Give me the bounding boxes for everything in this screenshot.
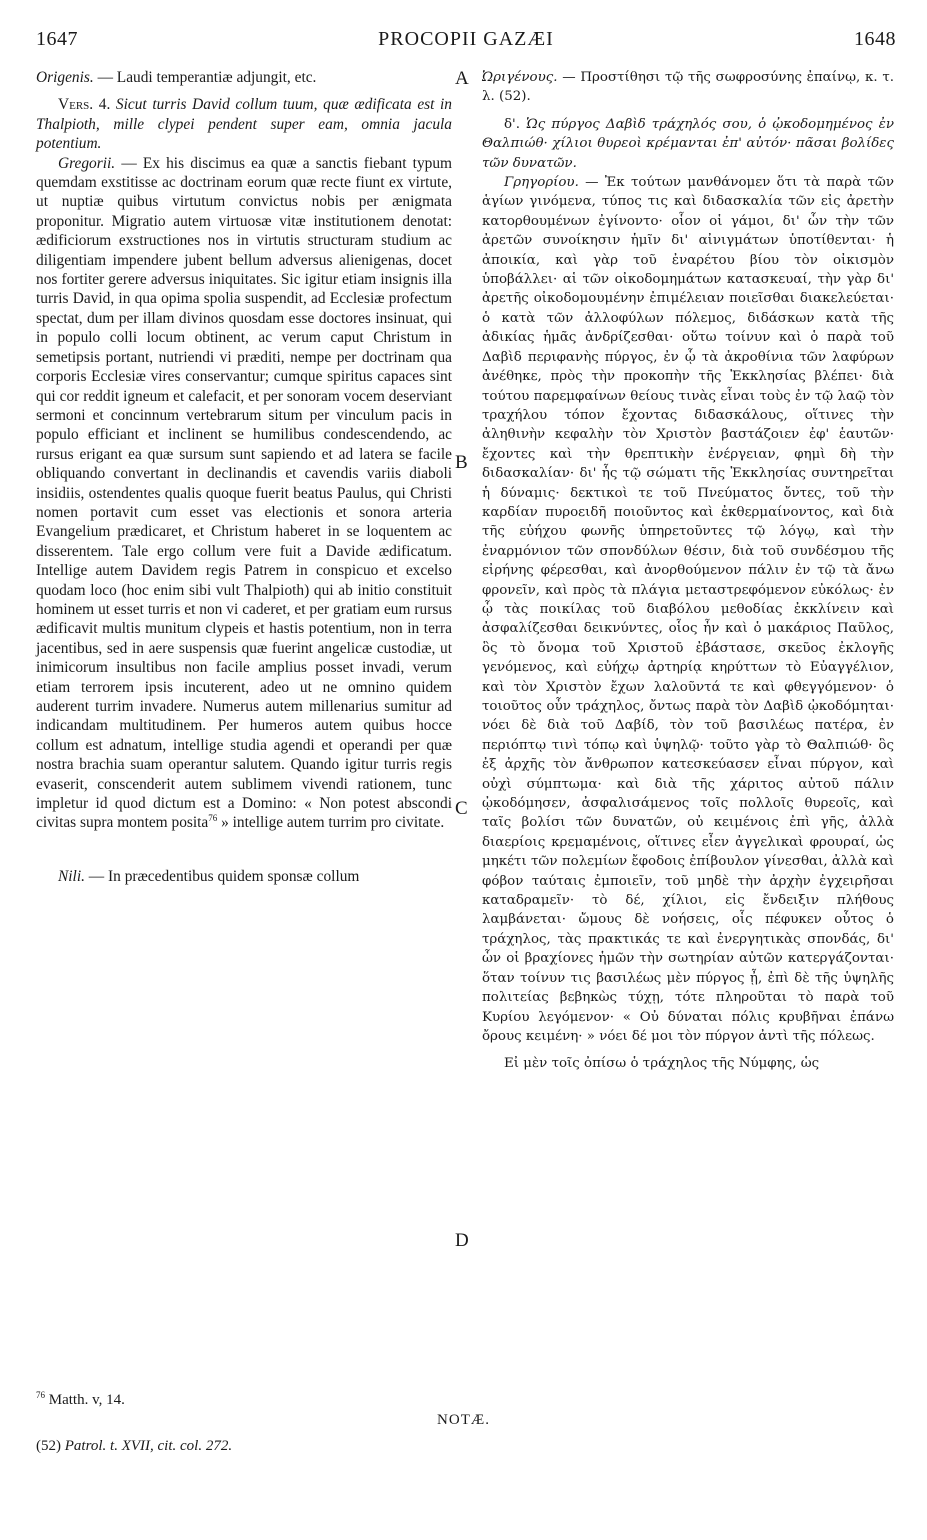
author-name: Γρηγορίου.: [504, 175, 579, 191]
footnote-reference: 76: [208, 813, 218, 824]
paragraph-text: — In præcedentibus quidem sponsæ collum: [84, 867, 360, 885]
footnote: [36, 1392, 125, 1409]
page-title: PROCOPII GAZÆI: [378, 28, 554, 50]
footnote-text: Matth. v, 14.: [45, 1392, 125, 1408]
paragraph-text: Εἰ μὲν τοῖς ὀπίσω ὁ τράχηλος τῆς Νύμφης, ὡς: [504, 1056, 820, 1072]
paragraph-text: — Ἐκ τούτων μανθάνομεν ὅτι τὰ παρὰ τῶν ἁγίων γινόμενα, τύπος τις καὶ διδασκαλία τῶν εἰς ἀρετὴν κατορθουμένων ἐγίνοντο· οἷον οἱ γάμοι, δι' ὧν τὴν τῶν ἀρετῶν συνοίκησιν ἡμῖν δι' αἰνιγμάτων ὑποτίθενται· ἡ ἀποικία, καὶ γὰρ τοῦ ἐναρέτου βίου τὸν οἰκισμὸν ὑποβάλλει· αἱ τῶν οἰκοδομημάτων κατασκευαί, τὴν γὰρ δι' ἀρετῆς οἰκοδομουμένην ἐπιμέλειαν ποιεῖσθαι διακελεύεται· ὁ κατὰ τῶν ἀλλοφύλων πόλεμος, διδάσκων κατὰ τῆς ἀδικίας ἡμᾶς ἀνδρίζεσθαι· οὕτω τοίνυν καὶ ὁ παρὰ τοῦ Δαβὶδ περιφανὴς πύργος, ἐν ᾧ τὰ ἀκροθίνια τῶν λαφύρων ἀνέθηκε, πρὸς τὴν προκοπὴν τῆς Ἐκκλησίας βλέπει· διὰ τούτου παρεμφαίνων θείους τινὰς εἶναι τοὺς ἐν τῷ λαῷ τὸν τραχήλου τόπον ἔχοντας διδασκάλους, οἵτινες τὴν ἀληθινὴν κεφαλὴν τὸν Χριστὸν βαστάζοιεν ἐφ' ἑαυτῶν· ἔχοντες καὶ τὴν θρεπτικὴν ἐνέργειαν, φημὶ δὴ τὴν διδασκαλίαν· δι' ἧς τῷ σώματι τῆς Ἐκκλησίας συντηρεῖται ἡ δύναμις· δεκτικοὶ τε τοῦ Πνεύματος ὄντες, τοῦ τὴν καρδίαν πυροειδῆ ποιοῦντος καὶ ἐκθερμαίνοντος, καὶ διὰ τῆς εὐήχου φωνῆς ὑπηρετοῦντες τῷ λόγῳ, καὶ τὴν ἐναρμόνιον τῶν σπονδύλων θέσιν, διὰ τοῦ συνδέσμου τῆς εἰρήνης φέρεσθαι, καὶ ἀνορθούμενον πάλιν ἐν τῷ τὰ ἄνω φρονεῖν, καὶ πρὸς τὰ πλάγια μεταστρεφόμενον εὐκόλως· ἐν ᾧ τὰς ποικίλας τοῦ διαβόλου μεθοδίας ἐκκλίνειν καὶ ἀσφαλίζεσθαι δεικνύντες, οἷος ἦν καὶ ὁ μακάριος Παῦλος, ὃς τὸ ὄνομα τοῦ Χριστοῦ ἐβάστασε, σκεῦος ἐκλογῆς γενόμενος, καὶ εὐήχῳ ἀρτηρίᾳ κηρύττων τὸ Εὐαγγέλιον, καὶ τὸν Χριστὸν ἔχων λαλοῦντά τε καὶ φθεγγόμενον· ὁ τοιοῦτος οὖν τράχηλος, ὄντως παρὰ τὸν Δαβὶδ ᾠκοδόμηται· νόει δὲ διὰ τοῦ Δαβίδ, τὸν τοῦ βασιλέως πατέρα, ἐν περιόπτῳ τινὶ τόπῳ καὶ ὑψηλῷ· τοῦτο γὰρ τὸ Θαλπιώθ· ὃς ἐξ ἀρχῆς τὸν ἄνθρωπον κατεσκεύασεν εἶναι πύργον, καὶ οὐχὶ σύμπτωμα· καὶ διὰ τῆς χάριτος αὐτοῦ πάλιν ᾠκοδόμησεν, ἀσφαλισάμενος τοῖς πολλοῖς θυρεοῖς, καὶ ταῖς βολίσι τῶν δυνατῶν, οὐ κειμένοις ἐπὶ γῆς, ἀλλὰ διαερίοις κρεμαμένοις, οἵτινες εἶεν ἀγγελικαὶ φρουραί, ὡς μηκέτι τῶν πολεμίων ἔφοδοις ἐπίβουλον γίνεσθαι, ἀλλὰ καὶ φόβον ταύταις ἐμποιεῖν, τοῦ μηδὲ τὴν ἀρχὴν ἐγχειρῆσαι καταδραμεῖν· τὸ δέ, χίλιοι, εἰς ἔνδειξιν πλήθους λαμβάνεται· ὤμους δὲ νοήσεις, οἷς πέφυκεν οὗτος ὁ τράχηλος, τὰς πρακτικάς τε καὶ ἐνεργητικὰς σπονδάς, δι' ὧν οἱ βραχίονες ἡμῶν τὴν σωτηρίαν αὐτῶν κατεργάζονται· ὅταν τοίνυν τις βασιλέως μὲν πύργος ᾖ, ἐπὶ δὲ τῆς ὑψηλῆς πολιτείας βεβηκὼς τύχῃ, τότε πληροῦται τὸ παρὰ τοῦ Κυρίου λεγόμενον· « Οὐ δύναται πόλις κρυβῆναι ἐπάνω ὄρους κειμένη· » νόει δέ μοι τὸν πύργον ἀντὶ τῆς πόλεως.: [482, 175, 894, 1044]
verse-label: Vers. 4.: [58, 96, 111, 114]
footnote-number: 76: [36, 1390, 45, 1400]
page-number-left: 1647: [36, 28, 78, 50]
verse-text: Sicut turris David collum tuum, quæ ædificata est in Thalpioth, mille clypei pendent super eam, omnia jacula potentium.: [36, 96, 453, 153]
running-header: [36, 28, 896, 58]
verse-paragraph: [36, 95, 452, 153]
paragraph-text: — Ex his discimus ea quæ a sanctis fiebant typum quemdam exstitisse ac doctrinam eorum quæ recte fiunt ex virtute, ut nuptiæ quibus virtutum convictus nobis per ænigmata proponitur. Migratio autem virtuosæ vitæ institutionem denotat: ædificiorum exstructiones nos in virtutis structuram studium ac diligentiam impendere jubent bellum adversus alienigenas, docet nos fortiter gerere adversus iniquitates. Sic igitur etiam insignis illa turris David, in qua opima spolia suspendit, ad Ecclesiæ profectum spectat, dum per illam divinos quosdam esse doctores insinuat, qui in populo colli locum obtinent, ac verum caput Christum in semetipsis portant, nutriendi vi præditi, nempe per doctrinam qua corporis Ecclesiæ vires conservantur; cumque spiritus capaces sint qui cor reddit igneum et calefacit, et per sonoram vocem deserviant sermoni et concinnum vertebrarum situm per vinculum pacis in populo efficiant et inclinent se humilibus condescendendo, ac rursus erigant ea quæ sursum sunt sapiendo et ad latera se facile obliquando convertant in declinandis et cavendis variis diaboli insidiis, ostendentes qualis quoque fuerit beatus Paulus, qui Christi nomen portavit cum esset vas electionis et sonora arteria Evangelium prædicaret, et Christum haberet in se loquentem ac disserentem. Tale ergo collum vere fuit a Davide ædificatum. Intellige autem Davidem regis Patrem in conspicuo et excelso quodam loco (hoc enim sibi vult Thalpioth) qui ab initio constituit hominem ut esset turris et non vi caderet, et per gratiam eum rursus ædificavit multis munitum clypeis et hastis potentium, non in terra jacentibus, sed in aere suspensis quæ fuerint angelicæ custodiæ, ut inimicorum insultibus non facile amplius posset invadi, verum etiam terrorem ipsis incuterent, adeo ut ne omnino quidem auderent turrim invadere. Numerus autem millenarius sumitur ad indicandam multitudinem. Per humeros autem quibus hocce collum est adnatum, intellige studia agendi et operandi per quæ nostra brachia suam operantur salutem. Quando igitur turris regis evaserit, conscenderit autem sublimem vivendi rationem, tunc impletur id quod dictum est a Domino: « Non potest abscondi civitas supra montem posita: [36, 154, 452, 832]
verse-label: δ'.: [504, 116, 520, 132]
paragraph-text: — Προστίθησι τῷ τῆς σωφροσύνης ἐπαίνῳ, κ. τ. λ. (52).: [482, 70, 894, 105]
note-number: (52): [36, 1438, 61, 1454]
gregory-paragraph: [482, 173, 894, 1046]
editor-note: [36, 1438, 232, 1455]
margin-marker-a: A: [455, 68, 469, 89]
next-paragraph: [482, 1054, 894, 1073]
greek-column: [482, 68, 894, 1074]
author-name: Gregorii.: [58, 154, 116, 172]
margin-marker-c: C: [455, 798, 468, 819]
note-text: Patrol. t. XVII, cit. col. 272.: [61, 1438, 233, 1454]
paragraph-text: — Laudi temperantiæ adjungit, etc.: [93, 69, 317, 86]
margin-marker-d: D: [455, 1230, 469, 1251]
page-number-right: 1648: [854, 28, 896, 50]
verse-paragraph: [482, 115, 894, 173]
nilus-paragraph: [36, 867, 452, 886]
verse-text: Ὡς πύργος Δαβὶδ τράχηλός σου, ὁ ᾠκοδομημένος ἐν Θαλπιώθ· χίλιοι θυρεοὶ κρέμανται ἐπ' αὐτόν· πᾶσαι βολίδες τῶν δυνατῶν.: [482, 116, 894, 171]
margin-marker-b: B: [455, 452, 468, 473]
author-name: Nili.: [58, 867, 85, 885]
origen-paragraph: [36, 68, 452, 87]
paragraph-text-end: » intellige autem turrim pro civitate.: [217, 814, 445, 832]
origen-paragraph: [482, 68, 894, 107]
gregory-paragraph: [36, 154, 452, 833]
author-name: Origenis.: [36, 69, 94, 86]
notes-heading: NOTÆ.: [437, 1412, 490, 1428]
latin-column: [36, 68, 452, 886]
author-name: Ὠριγένους.: [482, 70, 558, 85]
